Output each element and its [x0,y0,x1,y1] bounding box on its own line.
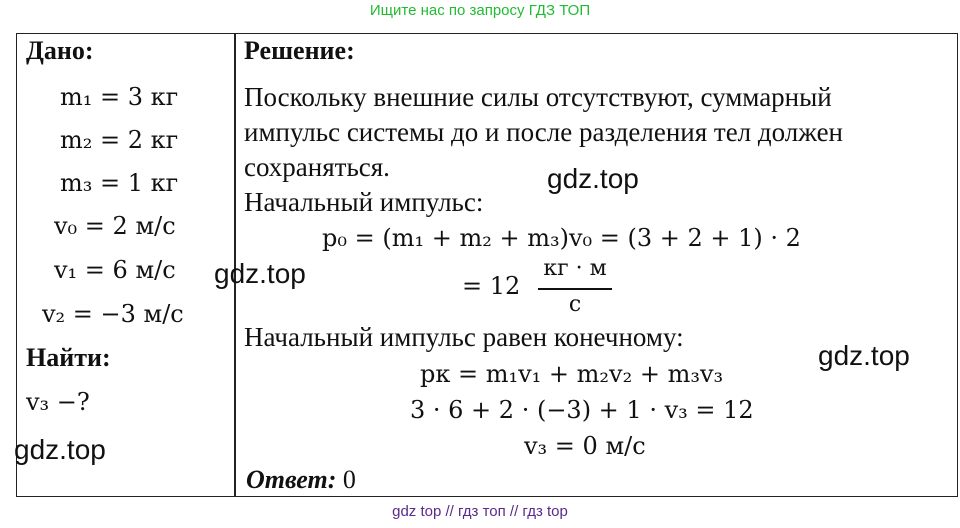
equation-result: = 12 [462,272,521,300]
answer-label: Ответ: [246,465,337,494]
given-item: v₀ = 2 м/с [54,212,176,240]
watermark: gdz.top [547,163,639,194]
answer-value: 0 [342,465,356,494]
header-banner: Ищите нас по запросу ГДЗ ТОП [369,2,591,19]
given-item: m₁ = 3 кг [60,83,179,111]
equation-answer: v₃ = 0 м/с [524,432,646,460]
fraction-numerator: кг · м [543,256,607,281]
watermark: gdz.top [214,258,306,289]
given-item: m₂ = 2 кг [60,126,179,154]
fraction-line [538,288,612,290]
find-title: Найти: [26,343,111,372]
equal-label: Начальный импульс равен конечному: [244,322,684,352]
solution-line: импульс системы до и после разделения тел должен [244,117,843,147]
equation-substitution: 3 · 6 + 2 · (−3) + 1 · v₃ = 12 [410,396,754,424]
equation-final-momentum: pк = m₁v₁ + m₂v₂ + m₃v₃ [420,360,724,388]
fraction-denominator: с [568,292,582,317]
given-item: v₂ = −3 м/с [42,300,184,328]
footer-banner: gdz top // гдз топ // гдз top [392,503,568,520]
given-title: Дано: [26,36,94,65]
watermark: gdz.top [14,434,106,465]
given-item: v₁ = 6 м/с [54,256,176,284]
equation-momentum: p₀ = (m₁ + m₂ + m₃)v₀ = (3 + 2 + 1) · 2 [322,224,801,252]
solution-line: Поскольку внешние силы отсутствуют, суммарный [244,82,832,112]
watermark: gdz.top [818,340,910,371]
solution-line: сохраняться. [244,152,390,182]
given-item: m₃ = 1 кг [60,169,179,197]
initial-label: Начальный импульс: [244,187,484,217]
answer-line [246,465,356,495]
solution-title: Решение: [244,36,355,65]
find-value: v₃ −? [26,388,90,416]
